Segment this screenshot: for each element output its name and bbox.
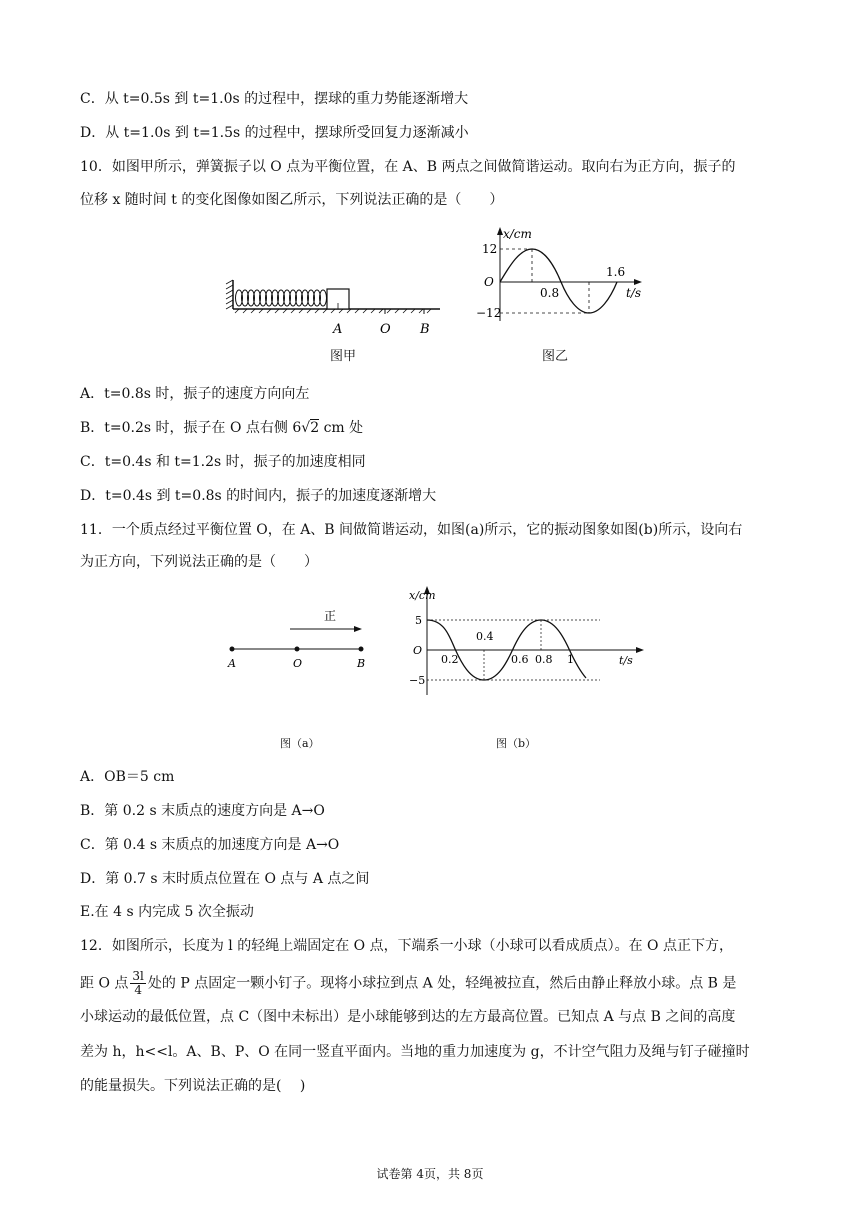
q10-stem-line2: 位移 x 随时间 t 的变化图像如图乙所示，下列说法正确的是（ ）: [80, 192, 504, 208]
figure-a-line-aob: [222, 605, 372, 670]
y-axis-label: x/cm: [503, 227, 532, 241]
q11-option-e: E.在 4 s 内完成 5 次全振动: [80, 904, 254, 920]
x-axis-label: t/s: [619, 654, 633, 667]
q10-option-c: C．t=0.4s 和 t=1.2s 时，振子的加速度相同: [80, 454, 366, 470]
label-a: A: [333, 322, 343, 337]
q12-line3: 小球运动的最低位置，点 C（图中未标出）是小球能够到达的左方最高位置。已知点 A 与点 B 之间的高度: [80, 1009, 736, 1025]
tick-neg5: −5: [409, 674, 426, 687]
positive-direction-label: 正: [324, 609, 337, 623]
figure-b-caption: 图（b）: [496, 737, 537, 750]
tick-1.6: 1.6: [606, 265, 626, 279]
figure-yi-caption: 图乙: [542, 349, 569, 364]
q10-option-d: D．t=0.4s 到 t=0.8s 的时间内，振子的加速度逐渐增大: [80, 488, 437, 504]
figure-jia-caption: 图甲: [330, 349, 357, 364]
tick-12: 12: [482, 242, 498, 256]
tick-neg12: −12: [476, 306, 502, 320]
q12-line1: 12．如图所示，长度为 l 的轻绳上端固定在 O 点，下端系一小球（小球可以看成质点）。在 O 点正下方，: [80, 938, 733, 954]
displacement-curve: [500, 249, 617, 313]
figure-yi-xt-graph: [470, 225, 680, 325]
fraction-3l-over-4: $\frac{3l}{4}$: [132, 969, 144, 997]
q9-option-c: C．从 t=0.5s 到 t=1.0s 的过程中，摆球的重力势能逐渐增大: [80, 91, 469, 107]
tick-1: 1: [567, 653, 574, 666]
origin-label: O: [413, 644, 423, 657]
tick-0.8: 0.8: [540, 286, 560, 300]
label-b: B: [357, 657, 366, 670]
q12-line4: 差为 h，h<<l。A、B、P、O 在同一竖直平面内。当地的重力加速度为 g，不计空气阻力及绳与钉子碰撞时: [80, 1044, 750, 1060]
q10-option-b: B．t=0.2s 时，振子在 O 点右侧 6√2 cm 处: [80, 420, 364, 436]
x-axis-label: t/s: [626, 286, 642, 300]
tick-5: 5: [415, 614, 422, 627]
q11-option-b: B．第 0.2 s 末质点的速度方向是 A→O: [80, 803, 325, 819]
figure-jia-spring-oscillator: [225, 275, 455, 340]
q11-stem-line1: 11．一个质点经过平衡位置 O，在 A、B 间做简谐运动，如图(a)所示，它的振动图象如图(b)所示，设向右: [80, 522, 743, 538]
q11-stem-line2: 为正方向，下列说法正确的是（ ）: [80, 554, 318, 570]
q12-line5: 的能量损失。下列说法正确的是( ): [80, 1078, 306, 1094]
q11-option-a: A．OB＝5 cm: [80, 769, 175, 785]
y-axis-label: x/cm: [409, 589, 436, 602]
label-o: O: [293, 657, 303, 670]
tick-0.6: 0.6: [511, 653, 529, 666]
figure-b-xt-graph: [405, 583, 650, 698]
sqrt-symbol: √: [301, 420, 311, 436]
tick-0.2: 0.2: [441, 653, 459, 666]
arrow-right-icon: [354, 626, 362, 632]
figure-a-caption: 图（a）: [280, 737, 320, 750]
q10-stem-line1: 10．如图甲所示，弹簧振子以 O 点为平衡位置，在 A、B 两点之间做简谐运动。取向右为正方向，振子的: [80, 159, 736, 175]
q9-option-d: D．从 t=1.0s 到 t=1.5s 的过程中，摆球所受回复力逐渐减小: [80, 125, 469, 141]
q12-line2: 距 O 点 $\frac{3l}{4}$ 处的 P 点固定一颗小钉子。现将小球拉到点 A 处，轻绳被拉直，然后由静止释放小球。点 B 是: [80, 969, 737, 997]
label-b: B: [420, 322, 430, 337]
q11-option-d: D．第 0.7 s 末时质点位置在 O 点与 A 点之间: [80, 871, 370, 887]
q10-option-a: A．t=0.8s 时，振子的速度方向向左: [80, 386, 310, 402]
label-o: O: [380, 322, 391, 337]
origin-label: O: [484, 275, 494, 289]
spring: [236, 290, 327, 306]
tick-0.4: 0.4: [476, 630, 494, 643]
q11-option-c: C．第 0.4 s 末质点的加速度方向是 A→O: [80, 837, 340, 853]
page-footer: 试卷第 4页，共 8页: [376, 1167, 484, 1181]
tick-0.8: 0.8: [535, 653, 553, 666]
label-a: A: [228, 657, 236, 670]
